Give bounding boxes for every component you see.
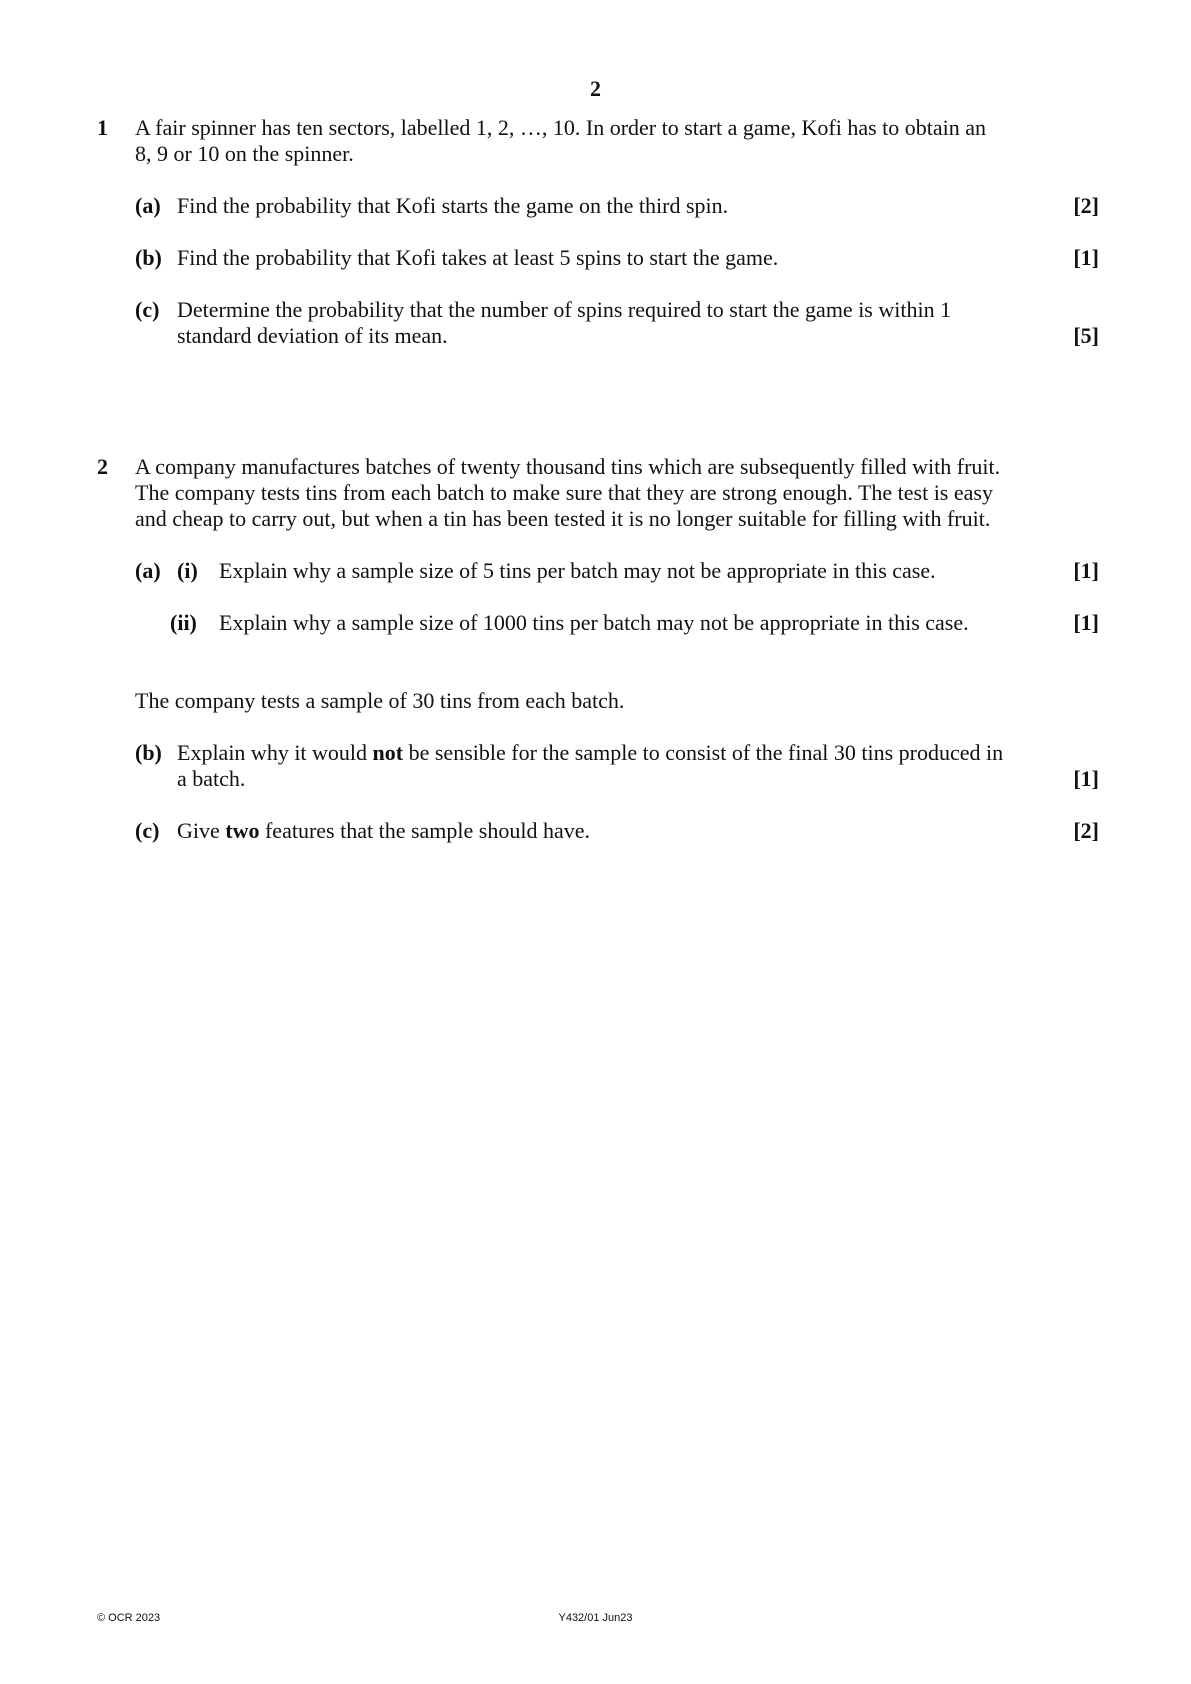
question-2b-marks: [1] [1073,766,1099,791]
question-1b-marks: [1] [1073,245,1099,270]
question-1b-label: (b) [135,245,162,270]
question-2ai-label: (i) [177,558,198,583]
question-2c-text-pre: Give [177,818,226,843]
question-2-stem-line-3: and cheap to carry out, but when a tin has been tested it is no longer suitable for filling with fruit. [135,506,991,531]
question-1c-text-line-1: Determine the probability that the number of spins required to start the game is within 1 [177,297,952,322]
question-2ai-marks: [1] [1073,558,1099,583]
question-2c-text-post: features that the sample should have. [259,818,590,843]
question-2aii-text: Explain why a sample size of 1000 tins per batch may not be appropriate in this case. [219,610,969,635]
question-2a-label: (a) [135,558,161,583]
question-2c-label: (c) [135,818,160,843]
question-2aii-label: (ii) [170,610,197,635]
footer-paper-code: Y432/01 Jun23 [558,1612,633,1624]
question-2c-marks: [2] [1073,818,1099,843]
question-1c-marks: [5] [1073,323,1099,348]
question-2-mid-text: The company tests a sample of 30 tins from each batch. [135,688,625,713]
question-1a-text: Find the probability that Kofi starts the game on the third spin. [177,193,729,218]
question-1c-text-line-2: standard deviation of its mean. [177,323,448,348]
question-1b-text: Find the probability that Kofi takes at least 5 spins to start the game. [177,245,779,270]
question-2c-text [177,818,590,844]
page-number: 2 [590,76,601,101]
footer-copyright: © OCR 2023 [97,1612,161,1624]
question-2b-text-bold: not [372,740,404,765]
question-2b-text-line-1 [177,740,1003,766]
question-1a-marks: [2] [1073,193,1099,218]
question-2b-text-post: be sensible for the sample to consist of the final 30 tins produced in [403,740,1004,765]
question-2-number: 2 [97,454,108,479]
question-2b-text-line-2: a batch. [177,766,246,791]
question-1a-label: (a) [135,193,161,218]
question-2aii-marks: [1] [1073,610,1099,635]
question-1c-label: (c) [135,297,160,322]
question-2-stem-line-2: The company tests tins from each batch to make sure that they are strong enough. The test is easy [135,480,993,505]
question-2b-label: (b) [135,740,162,765]
question-1-stem-line-1: A fair spinner has ten sectors, labelled 1, 2, …, 10. In order to start a game, Kofi has to obtain an [135,115,987,140]
question-1-number: 1 [97,115,108,140]
question-1-stem-line-2: 8, 9 or 10 on the spinner. [135,141,354,166]
question-2c-text-bold: two [225,818,260,843]
question-2ai-text: Explain why a sample size of 5 tins per batch may not be appropriate in this case. [219,558,936,583]
question-2b-text-pre: Explain why it would [177,740,373,765]
question-2-stem-line-1: A company manufactures batches of twenty thousand tins which are subsequently filled with fruit. [135,454,1001,479]
